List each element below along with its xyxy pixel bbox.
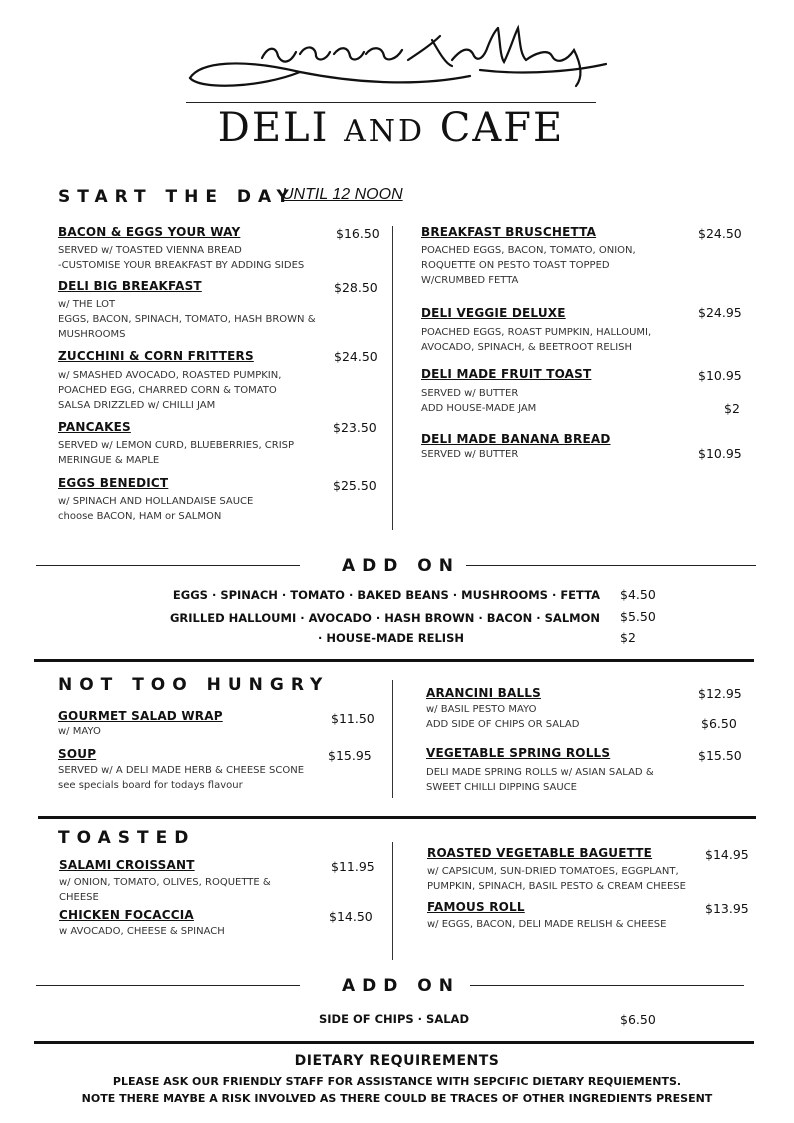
addon-row-2: GRILLED HALLOUMI · AVOCADO · HASH BROWN · BACON · SALMON [169,611,600,625]
item-spring-rolls: VEGETABLE SPRING ROLLS [426,746,611,760]
price-salad-wrap: $11.50 [331,711,375,726]
price-roasted-vegetable-baguette: $14.95 [705,847,749,862]
logo-deli: DELI [217,105,330,151]
desc-zucchini-fritters: w/ SMASHED AVOCADO, ROASTED PUMPKIN, POACHED EGG, CHARRED CORN & TOMATO SALSA DRIZZLED w/ CHILLI JAM [58,370,282,411]
logo-divider [186,102,596,103]
desc-salad-wrap: w/ MAYO [58,726,101,737]
desc-deli-veggie-deluxe: POACHED EGGS, ROAST PUMPKIN, HALLOUMI, AVOCADO, SPINACH, & BEETROOT RELISH [421,327,652,353]
addon-row-1: EGGS · SPINACH · TOMATO · BAKED BEANS · MUSHROOMS · FETTA [172,588,600,602]
addon-price-1: $4.50 [620,587,656,602]
price-deli-big-breakfast: $28.50 [334,280,378,295]
addon2-row: SIDE OF CHIPS · SALAD [319,1012,469,1026]
item-salad-wrap: GOURMET SALAD WRAP [58,709,223,723]
desc-fruit-toast: SERVED w/ BUTTER ADD HOUSE-MADE JAM [421,388,537,414]
desc-pancakes: SERVED w/ LEMON CURD, BLUEBERRIES, CRISP MERINGUE & MAPLE [58,440,295,466]
dietary-title: DIETARY REQUIREMENTS [294,1053,500,1069]
item-bacon-eggs: BACON & EGGS YOUR WAY [58,225,241,239]
price-zucchini-fritters: $24.50 [334,349,378,364]
item-salami-croissant: SALAMI CROISSANT [59,858,195,872]
start-the-day-title: START THE DAY [58,187,296,207]
section-divider-2 [38,816,756,819]
item-banana-bread: DELI MADE BANANA BREAD [421,432,611,446]
desc-breakfast-bruschetta: POACHED EGGS, BACON, TOMATO, ONION, ROQUETTE ON PESTO TOAST TOPPED W/CRUMBED FETTA [421,245,636,286]
price-house-made-jam: $2 [724,401,740,416]
price-pancakes: $23.50 [333,420,377,435]
yarra-valley-script-logo [0,0,794,100]
section-divider-1 [34,659,754,662]
desc-chicken-focaccia: w AVOCADO, CHEESE & SPINACH [59,926,225,937]
item-zucchini-fritters: ZUCCHINI & CORN FRITTERS [58,349,254,363]
logo-and: AND [344,114,426,149]
price-eggs-benedict: $25.50 [333,478,377,493]
item-deli-veggie-deluxe: DELI VEGGIE DELUXE [421,306,566,320]
desc-soup: SERVED w/ A DELI MADE HERB & CHEESE SCONE see specials board for todays flavour [58,765,305,791]
dietary-line-1: PLEASE ASK OUR FRIENDLY STAFF FOR ASSISTANCE WITH SEPCIFIC DIETARY REQUIEMENTS. [112,1075,682,1088]
item-famous-roll: FAMOUS ROLL [427,900,525,914]
desc-eggs-benedict: w/ SPINACH AND HOLLANDAISE SAUCE choose BACON, HAM or SALMON [58,496,254,522]
desc-roasted-vegetable-baguette: w/ CAPSICUM, SUN-DRIED TOMATOES, EGGPLANT, PUMPKIN, SPINACH, BASIL PESTO & CREAM CHEESE [427,866,686,892]
price-banana-bread: $10.95 [698,446,742,461]
price-famous-roll: $13.95 [705,901,749,916]
addon-rule-left [36,565,300,566]
toasted-column-divider [392,842,393,960]
desc-bacon-eggs: SERVED w/ TOASTED VIENNA BREAD -CUSTOMISE YOUR BREAKFAST BY ADDING SIDES [58,245,305,271]
item-roasted-vegetable-baguette: ROASTED VEGETABLE BAGUETTE [427,846,653,860]
addon2-title: ADD ON [342,976,460,996]
section-divider-3 [34,1041,754,1044]
price-breakfast-bruschetta: $24.50 [698,226,742,241]
toasted-title: TOASTED [58,828,196,848]
price-arancini-balls: $12.95 [698,686,742,701]
desc-famous-roll: w/ EGGS, BACON, DELI MADE RELISH & CHEESE [427,919,667,930]
not-too-hungry-title: NOT TOO HUNGRY [58,675,330,695]
item-breakfast-bruschetta: BREAKFAST BRUSCHETTA [421,225,597,239]
price-spring-rolls: $15.50 [698,748,742,763]
price-side-chips-salad: $6.50 [701,716,737,731]
logo-deli-and-cafe [186,104,596,156]
start-column-divider [392,226,393,530]
addon2-price: $6.50 [620,1012,656,1027]
desc-salami-croissant: w/ ONION, TOMATO, OLIVES, ROQUETTE & CHEESE [59,877,271,903]
hungry-column-divider [392,680,393,798]
item-deli-big-breakfast: DELI BIG BREAKFAST [58,279,202,293]
desc-banana-bread: SERVED w/ BUTTER [421,449,519,460]
until-noon-note: UNTIL 12 NOON [282,186,403,203]
price-fruit-toast: $10.95 [698,368,742,383]
logo-cafe: CAFE [439,105,565,151]
item-arancini-balls: ARANCINI BALLS [426,686,541,700]
item-fruit-toast: DELI MADE FRUIT TOAST [421,367,592,381]
dietary-line-2: NOTE THERE MAYBE A RISK INVOLVED AS THERE COULD BE TRACES OF OTHER INGREDIENTS PRESENT [81,1092,713,1105]
price-soup: $15.95 [328,748,372,763]
addon-row-3: · HOUSE-MADE RELISH [318,631,464,645]
desc-arancini-balls: w/ BASIL PESTO MAYO ADD SIDE OF CHIPS OR SALAD [426,704,580,730]
addon2-rule-right [470,985,744,986]
item-eggs-benedict: EGGS BENEDICT [58,476,169,490]
item-pancakes: PANCAKES [58,420,131,434]
addon2-rule-left [36,985,300,986]
addon-price-3: $2 [620,630,636,645]
price-salami-croissant: $11.95 [331,859,375,874]
item-soup: SOUP [58,747,97,761]
price-deli-veggie-deluxe: $24.95 [698,305,742,320]
addon-title: ADD ON [342,556,460,576]
addon-price-2: $5.50 [620,609,656,624]
desc-spring-rolls: DELI MADE SPRING ROLLS w/ ASIAN SALAD & SWEET CHILLI DIPPING SAUCE [426,767,654,793]
desc-deli-big-breakfast: w/ THE LOT EGGS, BACON, SPINACH, TOMATO, HASH BROWN & MUSHROOMS [58,299,316,340]
price-bacon-eggs: $16.50 [336,226,380,241]
addon-rule-right [466,565,756,566]
item-chicken-focaccia: CHICKEN FOCACCIA [59,908,194,922]
price-chicken-focaccia: $14.50 [329,909,373,924]
